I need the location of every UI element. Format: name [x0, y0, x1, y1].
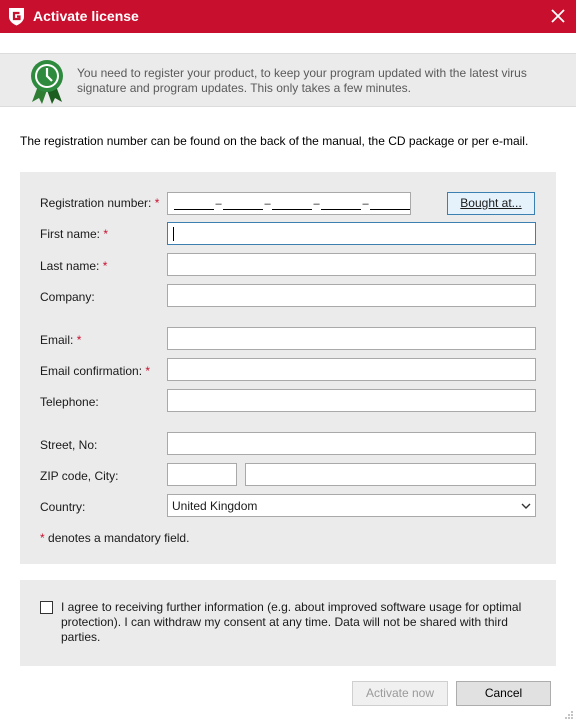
close-icon[interactable]: [548, 6, 568, 26]
telephone-input[interactable]: [167, 389, 536, 412]
telephone-label: Telephone:: [40, 395, 99, 409]
registration-number-label: Registration number: *: [40, 196, 160, 210]
registration-segment-3[interactable]: [272, 209, 312, 210]
clock-badge-icon: [27, 58, 67, 104]
window-title: Activate license: [33, 8, 139, 24]
registration-hint: The registration number can be found on the back of the manual, the CD package or per e-mail.: [20, 134, 529, 148]
email-confirmation-input[interactable]: [167, 358, 536, 381]
country-label: Country:: [40, 500, 86, 514]
activate-now-button[interactable]: Activate now: [352, 681, 448, 706]
last-name-input[interactable]: [167, 253, 536, 276]
registration-segment-4[interactable]: [321, 209, 361, 210]
consent-text: I agree to receiving further information (e.g. about improved software usage for optimal protection). I can withdraw my consent at any time. Data will not be shared with third parties.: [61, 600, 522, 644]
last-name-label: Last name: *: [40, 259, 108, 273]
email-label: Email: *: [40, 333, 82, 347]
text-caret: [173, 227, 174, 241]
info-banner: [0, 53, 576, 107]
city-input[interactable]: [245, 463, 536, 486]
consent-panel: [20, 580, 556, 666]
registration-segment-2[interactable]: [223, 209, 263, 210]
resize-grip-icon[interactable]: [564, 710, 574, 720]
registration-number-field[interactable]: [167, 192, 411, 215]
registration-separator: –: [362, 198, 369, 210]
company-label: Company:: [40, 290, 95, 304]
cancel-button[interactable]: Cancel: [456, 681, 551, 706]
registration-segment-5[interactable]: [370, 209, 410, 210]
country-selected-value: United Kingdom: [172, 499, 258, 513]
street-label: Street, No:: [40, 438, 98, 452]
street-input[interactable]: [167, 432, 536, 455]
first-name-label: First name: *: [40, 227, 109, 241]
zip-code-input[interactable]: [167, 463, 237, 486]
consent-checkbox[interactable]: [40, 601, 53, 614]
zip-city-label: ZIP code, City:: [40, 469, 119, 483]
registration-separator: –: [264, 198, 271, 210]
mandatory-note: * denotes a mandatory field.: [40, 531, 190, 545]
info-message: You need to register your product, to keep your program updated with the latest virus signature and program updates. This only takes a few minutes.: [77, 66, 527, 95]
country-select[interactable]: [167, 494, 536, 517]
title-bar: [0, 0, 576, 33]
email-input[interactable]: [167, 327, 536, 350]
email-confirmation-label: Email confirmation: *: [40, 364, 151, 378]
bought-at-button[interactable]: Bought at...: [447, 192, 535, 215]
registration-form: [20, 172, 556, 564]
company-input[interactable]: [167, 284, 536, 307]
registration-segment-1[interactable]: [174, 209, 214, 210]
registration-separator: –: [313, 198, 320, 210]
chevron-down-icon: [521, 502, 531, 510]
first-name-input[interactable]: [167, 222, 536, 245]
registration-separator: –: [215, 198, 222, 210]
g-shield-logo-icon: [8, 7, 25, 26]
